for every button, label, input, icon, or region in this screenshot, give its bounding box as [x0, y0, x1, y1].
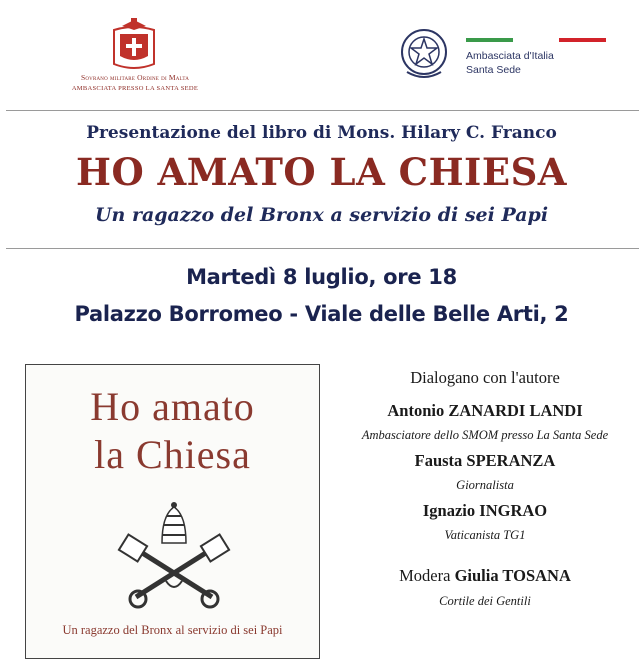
embassy-caption: [466, 49, 554, 77]
book-subtitle: Un ragazzo del Bronx a servizio di sei Papi: [94, 204, 549, 226]
smom-name: Sovrano militare Ordine di Malta: [80, 73, 190, 82]
speaker-name: Fausta SPERANZA: [414, 451, 556, 470]
speaker-role: Ambasciatore dello SMOM presso La Santa Sede: [361, 428, 609, 442]
moderator-name: Giulia TOSANA: [454, 566, 571, 585]
moderator-role: Cortile dei Gentili: [439, 594, 531, 608]
smom-embassy: AMBASCIATA PRESSO LA SANTA SEDE: [71, 85, 199, 92]
event-location: Palazzo Borromeo - Viale delle Belle Arti, 2: [74, 302, 569, 326]
speaker-role: Giornalista: [456, 478, 514, 492]
cover-title-line2: la Chiesa: [94, 432, 251, 477]
book-title: HO AMATO LA CHIESA: [75, 150, 567, 194]
speakers-list: [330, 368, 640, 616]
smom-caption: [40, 72, 230, 94]
cover-title-line1: Ho amato: [90, 384, 255, 429]
moderator-label: Modera: [399, 566, 451, 585]
moderator-line: [330, 566, 640, 592]
speaker-role: Vaticanista TG1: [444, 528, 526, 542]
book-cover: [25, 364, 320, 659]
embassy-seat: Santa Sede: [466, 64, 521, 76]
smom-coat-of-arms-icon: [108, 16, 160, 72]
presentation-line: Presentazione del libro di Mons. Hilary C. Franco: [86, 123, 557, 143]
papal-keys-icon: [114, 497, 234, 609]
speaker-name: Antonio ZANARDI LANDI: [387, 401, 583, 420]
top-divider: [6, 110, 639, 111]
middle-divider: [6, 248, 639, 249]
cover-subtitle: Un ragazzo del Bronx al servizio di sei Papi: [62, 623, 283, 637]
embassy-name: Ambasciata d'Italia: [466, 50, 554, 62]
speakers-intro: Dialogano con l'autore: [410, 368, 560, 387]
italian-flag-stripe: [466, 38, 606, 42]
speaker-name: Ignazio INGRAO: [422, 501, 548, 520]
event-date: Martedì 8 luglio, ore 18: [186, 265, 457, 289]
italian-emblem-icon: [397, 24, 451, 84]
